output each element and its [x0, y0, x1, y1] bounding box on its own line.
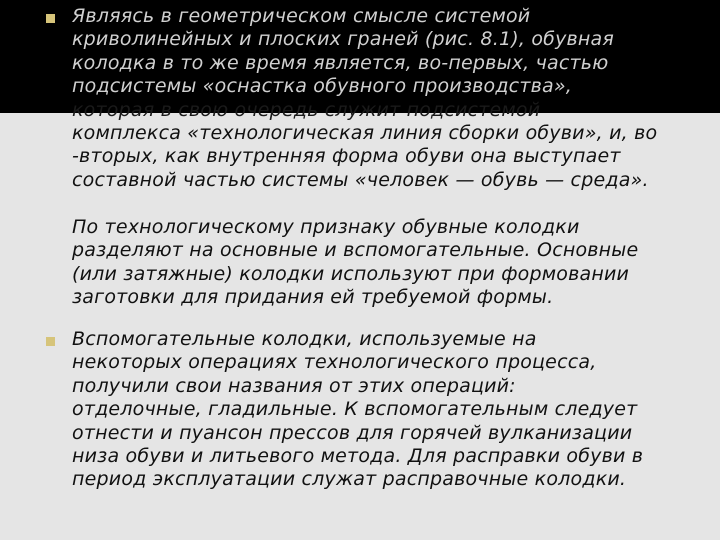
paragraph-3 — [72, 328, 712, 492]
paragraph-1-line: составной частью системы «человек — обувь — среда». — [72, 168, 649, 191]
paragraph-3-line: отделочные, гладильные. К вспомогательным следует — [72, 398, 638, 421]
bullet-1 — [46, 14, 55, 23]
bullet-2 — [46, 337, 55, 346]
paragraph-2 — [72, 216, 712, 310]
paragraph-2-line: (или затяжные) колодки используют при формовании — [72, 262, 630, 285]
paragraph-3-line: некоторых операциях технологического процесса, — [72, 351, 597, 374]
paragraph-3-line: период эксплуатации служат расправочные колодки. — [72, 468, 627, 491]
paragraph-3-line: Вспомогательные колодки, используемые на — [72, 328, 537, 350]
paragraph-1-line: комплекса «технологическая линия сборки обуви», и, во — [72, 122, 658, 145]
paragraph-3-line: отнести и пуансон прессов для горячей вулканизации — [72, 421, 633, 444]
paragraph-2-line: По технологическому признаку обувные колодки — [72, 216, 580, 238]
paragraph-1-line: -вторых, как внутренняя форма обуви она выступает — [72, 145, 621, 168]
paragraph-3-line: получили свои названия от этих операций: — [72, 374, 516, 397]
paragraph-1-line: Являясь в геометрическом смысле системой — [72, 5, 531, 27]
paragraph-1-line: криволинейных и плоских граней (рис. 8.1), обувная — [72, 28, 615, 51]
paragraph-1 — [72, 5, 712, 192]
paragraph-1-line: подсистемы «оснастка обувного производства», — [72, 75, 573, 98]
paragraph-2-line: заготовки для придания ей требуемой формы. — [72, 286, 554, 309]
paragraph-1-line: колодка в то же время является, во-первых, частью — [72, 51, 609, 74]
paragraph-2-line: разделяют на основные и вспомогательные. Основные — [72, 239, 639, 262]
paragraph-1-line: которая в свою очередь служит подсистемой — [72, 98, 541, 121]
paragraph-3-line: низа обуви и литьевого метода. Для расправки обуви в — [72, 445, 644, 468]
